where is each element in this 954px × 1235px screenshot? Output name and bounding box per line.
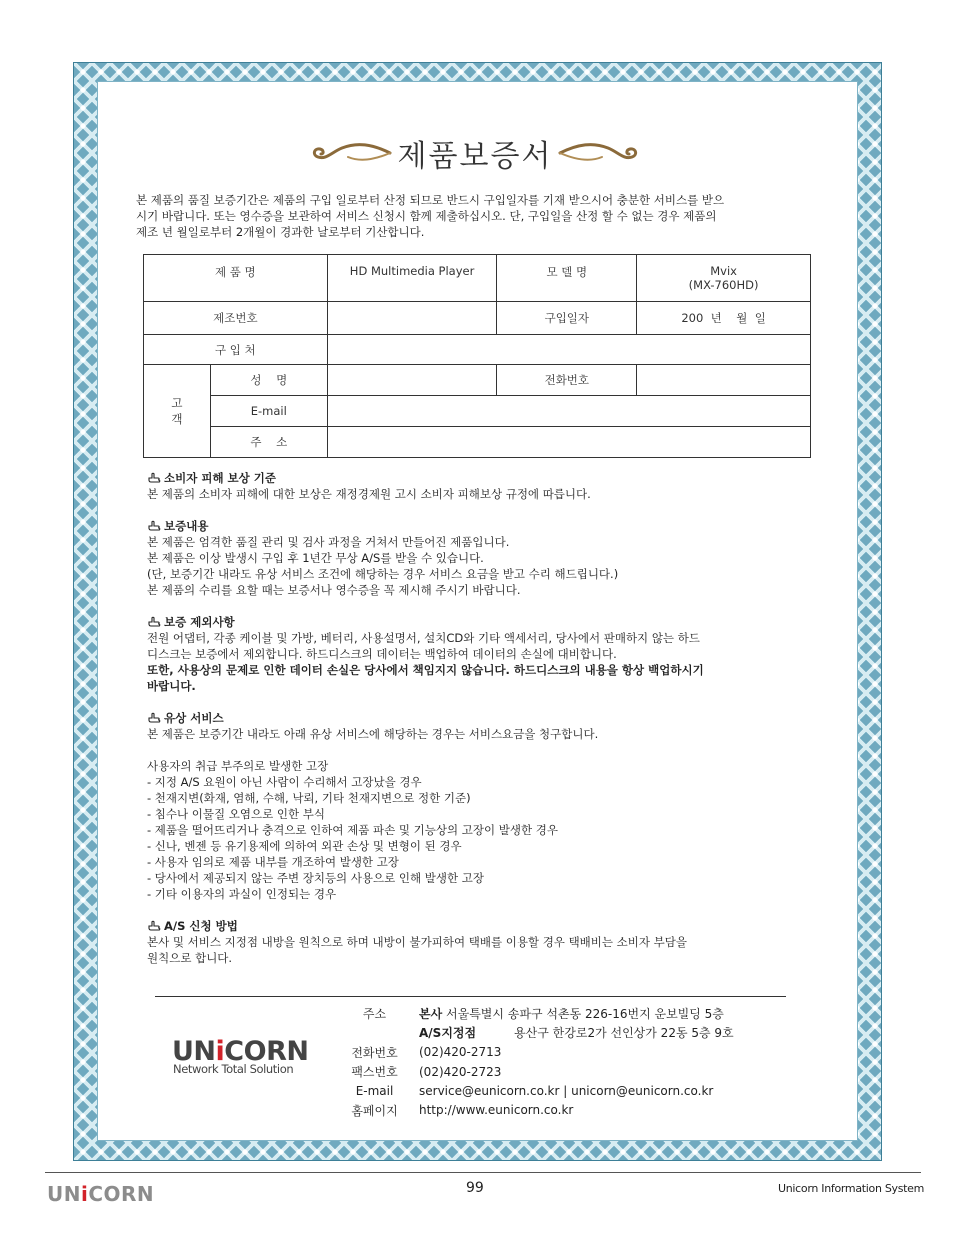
contact-row <box>330 1081 734 1100</box>
customer-phone-label: 전화번호 <box>497 365 637 396</box>
section-line: - 신나, 벤젠 등 유기용제에 의하여 외관 손상 및 변형이 된 경우 <box>147 839 462 853</box>
phone-value: (02)420-2713 <box>419 1045 502 1060</box>
model-code: (MX-760HD) <box>688 278 759 292</box>
section-line: - 침수나 이물질 오염으로 인한 부식 <box>147 807 325 821</box>
section-bold-line: 바랍니다. <box>147 679 196 693</box>
pointing-hand-icon <box>147 616 161 628</box>
logo-tagline: Network Total Solution <box>173 1062 294 1076</box>
intro-line: 제조 년 월일로부터 2개월이 경과한 날로부터 기산합니다. <box>136 225 425 239</box>
model-name-label: 모 델 명 <box>497 255 637 302</box>
store-label: 구 입 처 <box>144 335 328 365</box>
customer-label <box>144 365 211 458</box>
fax-value: (02)420-2723 <box>419 1064 502 1079</box>
section-line: 본 제품은 엄격한 품질 관리 및 검사 과정을 거쳐서 만들어진 제품입니다. <box>147 535 510 549</box>
section-heading <box>147 518 827 534</box>
contact-info <box>330 1004 734 1120</box>
section-line: 본 제품의 소비자 피해에 대한 보상은 재정경제원 고시 소비자 피해보상 규정에 따릅니다. <box>147 487 591 501</box>
page-title: 제품보증서 <box>397 139 553 174</box>
table-row <box>144 427 811 458</box>
logo-text: UN <box>172 1036 216 1067</box>
table-row <box>144 396 811 427</box>
serial-number-field[interactable] <box>327 302 497 335</box>
customer-name-field[interactable] <box>327 365 497 396</box>
section-bold-line: 또한, 사용상의 문제로 인한 데이터 손실은 당사에서 책임지지 않습니다. 하드디스크의 내용을 항상 백업하시기 <box>147 663 704 677</box>
section-line: 사용자의 취급 부주의로 발생한 고장 <box>147 759 329 773</box>
divider <box>155 996 786 997</box>
address-label: 주소 <box>362 1007 387 1022</box>
customer-phone-field[interactable] <box>637 365 811 396</box>
pointing-hand-icon <box>147 520 161 532</box>
pointing-hand-icon <box>147 920 161 932</box>
section-line: - 당사에서 제공되지 않는 주변 장치등의 사용으로 인해 발생한 고장 <box>147 871 484 885</box>
logo-accent-letter: i <box>215 1036 225 1067</box>
section-line: 전원 어댑터, 각종 케이블 및 가방, 베터리, 사용설명서, 설치CD와 기타 액세서리, 당사에서 판매하지 않는 하드 <box>147 631 700 645</box>
intro-paragraph <box>136 192 836 240</box>
title-block <box>300 130 650 176</box>
customer-address-field[interactable] <box>327 427 810 458</box>
section-line: (단, 보증기간 내라도 유상 서비스 조건에 해당하는 경우 서비스 요금을 받고 수리 해드립니다.) <box>147 567 619 581</box>
section-heading-text: 유상 서비스 <box>164 711 224 725</box>
pointing-hand-icon <box>147 472 161 484</box>
table-row <box>144 302 811 335</box>
contact-row <box>330 1062 734 1081</box>
footer-system-name: Unicorn Information System <box>778 1182 925 1195</box>
section-line: - 기타 이용자의 과실이 인정되는 경우 <box>147 887 337 901</box>
homepage-link[interactable]: http://www.eunicorn.co.kr <box>419 1103 574 1118</box>
model-name-value <box>637 255 811 302</box>
left-swirl-ornament <box>312 138 392 168</box>
intro-line: 본 제품의 품질 보증기간은 제품의 구입 일로부터 산정 되므로 반드시 구입일자를 기재 받으시어 충분한 서비스를 받으 <box>136 193 725 207</box>
hq-address: 서울특별시 송파구 석촌동 226-16번지 운보빌딩 5층 <box>446 1007 724 1022</box>
section-line: - 제품을 떨어뜨리거나 충격으로 인하여 제품 파손 및 기능상의 고장이 발생한 경우 <box>147 823 558 837</box>
store-field[interactable] <box>327 335 810 365</box>
serial-number-label: 제조번호 <box>144 302 328 335</box>
homepage-label: 홈페이지 <box>351 1103 398 1118</box>
right-swirl-ornament <box>558 138 638 168</box>
customer-label-char: 고 <box>171 396 183 410</box>
purchase-date-label: 구입일자 <box>497 302 637 335</box>
email-value[interactable]: service@eunicorn.co.kr | unicorn@eunicorn.co.kr <box>419 1083 714 1098</box>
section-line: - 천재지변(화재, 염해, 수해, 낙뢰, 기타 천재지변으로 정한 기준) <box>147 791 471 805</box>
section-line: 본 제품의 수리를 요할 때는 보증서나 영수증을 꼭 제시해 주시기 바랍니다. <box>147 583 521 597</box>
purchase-date-field[interactable]: 200 년 월 일 <box>637 302 811 335</box>
warranty-terms <box>147 470 827 966</box>
customer-label-char: 객 <box>171 412 183 426</box>
email-label: E-mail <box>355 1083 394 1098</box>
phone-label: 전화번호 <box>351 1045 398 1060</box>
section-heading-text: A/S 신청 방법 <box>164 919 238 933</box>
section-line <box>147 742 827 758</box>
section-line: 디스크는 보증에서 제외합니다. 하드디스크의 데이터는 백업하여 데이터의 손실에 대비합니다. <box>147 647 617 661</box>
contact-row <box>330 1100 734 1119</box>
customer-email-label: E-mail <box>210 396 327 427</box>
section-heading <box>147 614 827 630</box>
section-line: - 사용자 임의로 제품 내부를 개조하여 발생한 고장 <box>147 855 399 869</box>
contact-row <box>330 1023 734 1042</box>
hq-label: 본사 <box>419 1007 443 1022</box>
product-name-value: HD Multimedia Player <box>327 255 497 302</box>
footer-divider <box>45 1172 921 1173</box>
section-line: 본 제품은 이상 발생시 구입 후 1년간 무상 A/S를 받을 수 있습니다. <box>147 551 484 565</box>
footer-logo-text: CORN <box>88 1182 155 1206</box>
table-row <box>144 365 811 396</box>
table-row <box>144 255 811 302</box>
footer-logo-accent: i <box>80 1182 89 1206</box>
contact-row <box>330 1043 734 1062</box>
model-brand: Mvix <box>710 264 737 278</box>
customer-address-label: 주 소 <box>210 427 327 458</box>
customer-email-field[interactable] <box>327 396 810 427</box>
pointing-hand-icon <box>147 712 161 724</box>
branch-label: A/S지정점 <box>419 1026 477 1041</box>
logo-text: CORN <box>224 1036 309 1067</box>
unicorn-logo <box>172 1036 312 1080</box>
footer-logo-text: UN <box>47 1182 81 1206</box>
section-line: - 지정 A/S 요원이 아닌 사람이 수리해서 고장났을 경우 <box>147 775 422 789</box>
page-number: 99 <box>466 1180 484 1196</box>
section-heading-text: 보증 제외사항 <box>164 615 235 629</box>
intro-line: 시기 바랍니다. 또는 영수증을 보관하여 서비스 신청시 함께 제출하십시오. 단, 구입일을 산정 할 수 없는 경우 제품의 <box>136 209 717 223</box>
product-name-label: 제 품 명 <box>144 255 328 302</box>
section-heading-text: 소비자 피해 보상 기준 <box>164 471 276 485</box>
table-row <box>144 335 811 365</box>
section-line: 본사 및 서비스 지정점 내방을 원칙으로 하며 내방이 불가피하여 택배를 이용할 경우 택배비는 소비자 부담을 <box>147 935 687 949</box>
contact-row <box>330 1004 734 1023</box>
section-line: 본 제품은 보증기간 내라도 아래 유상 서비스에 해당하는 경우는 서비스요금을 청구합니다. <box>147 727 599 741</box>
footer-logo <box>47 1182 154 1206</box>
section-heading <box>147 710 827 726</box>
warranty-info-table <box>143 254 811 458</box>
section-heading <box>147 470 827 486</box>
branch-address: 용산구 한강로2가 선인상가 22동 5층 9호 <box>514 1026 734 1041</box>
customer-name-label: 성 명 <box>210 365 327 396</box>
section-heading <box>147 918 827 934</box>
fax-label: 팩스번호 <box>351 1065 398 1080</box>
section-heading-text: 보증내용 <box>164 519 209 533</box>
section-line: 원칙으로 합니다. <box>147 951 233 965</box>
